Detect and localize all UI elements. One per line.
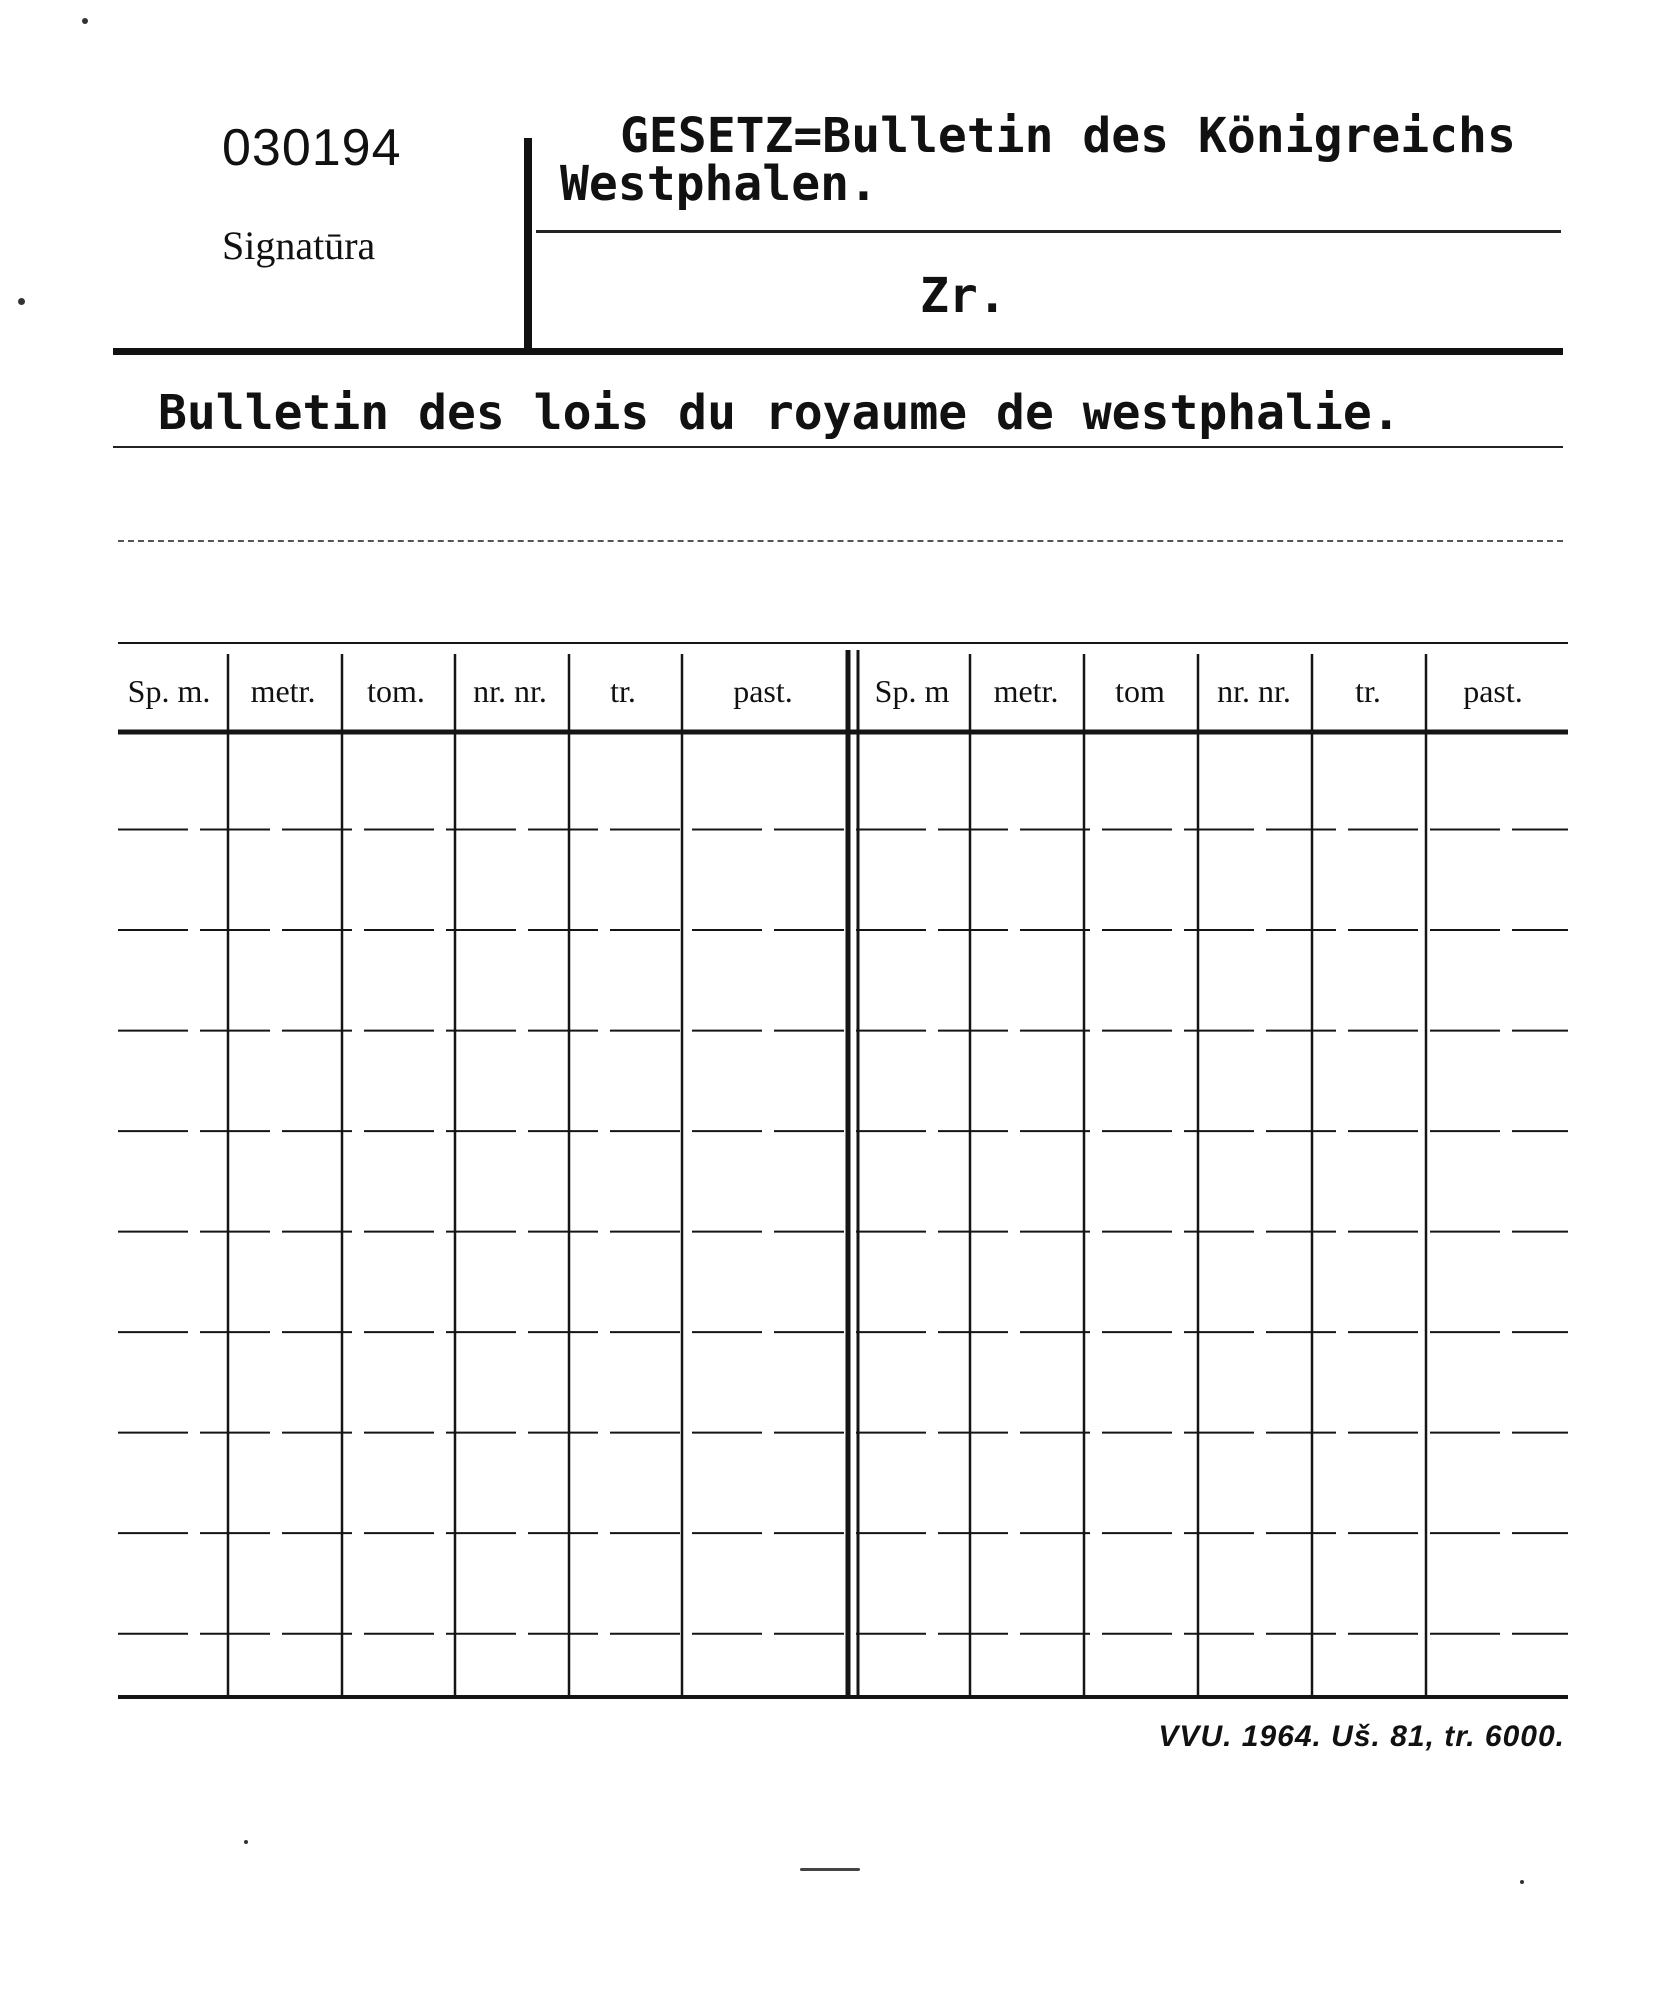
scan-speck (244, 1840, 248, 1844)
title-german (560, 108, 1590, 212)
header-bottom-rule (113, 348, 1563, 355)
header-right-sp-m: Sp. m (874, 673, 950, 709)
title-german-line2: Westphalen. (560, 156, 878, 212)
scan-speck (1520, 1880, 1524, 1884)
blank-line (118, 540, 1563, 542)
record-table (118, 642, 1568, 1712)
title-underline (536, 230, 1561, 233)
header-right-metr: metr. (993, 673, 1059, 709)
header-left-tr: tr. (610, 673, 636, 709)
header-left-sp-m: Sp. m. (127, 673, 211, 709)
header-left-tom: tom. (367, 673, 425, 709)
table-grid (118, 642, 1568, 1712)
header-left-metr: metr. (250, 673, 316, 709)
title-german-line1: GESETZ=Bulletin des Königreichs (620, 108, 1516, 164)
scan-speck (82, 18, 88, 24)
signature-number: 030194 (222, 119, 402, 177)
header-right-nr-nr: nr. nr. (1217, 673, 1291, 709)
header-divider (524, 138, 532, 350)
header-left-nr-nr: nr. nr. (473, 673, 547, 709)
header-left-past: past. (733, 673, 793, 709)
signature-label: Signatūra (222, 223, 376, 268)
header-right-tom: tom (1115, 673, 1165, 709)
scan-speck (800, 1868, 860, 1871)
scan-speck (18, 298, 25, 305)
number-label: Zr. (920, 268, 1007, 324)
french-title-underline (113, 446, 1563, 448)
header-right-past: past. (1463, 673, 1523, 709)
header-right-tr: tr. (1355, 673, 1381, 709)
title-french: Bulletin des lois du royaume de westphalie. (158, 385, 1401, 441)
catalog-note: VVU. 1964. Uš. 81, tr. 6000. (1158, 1720, 1565, 1753)
